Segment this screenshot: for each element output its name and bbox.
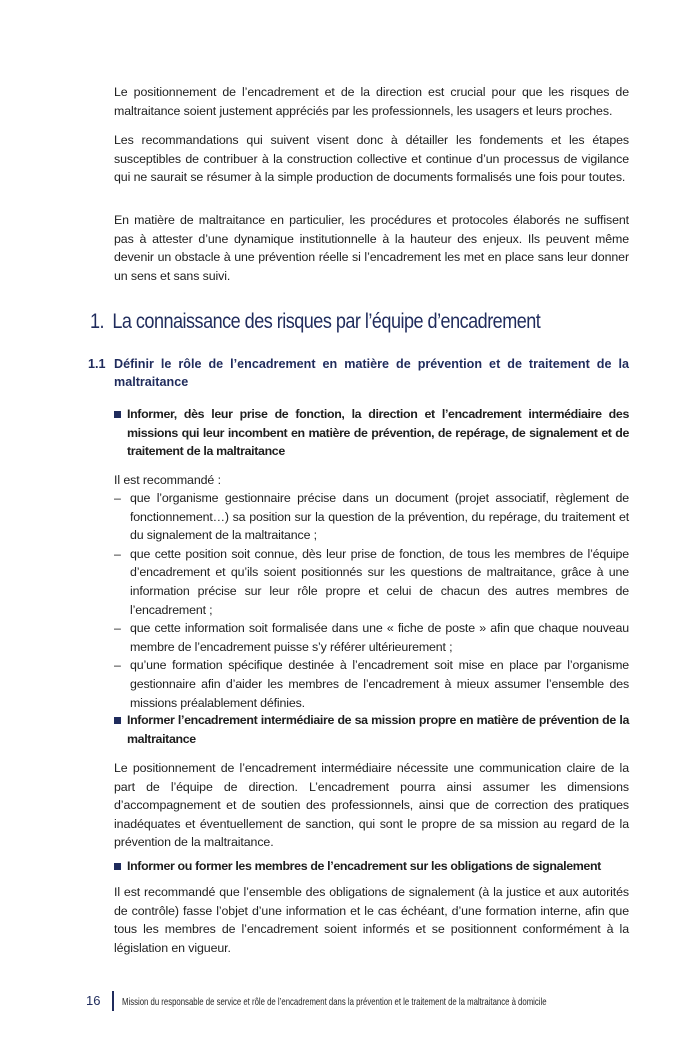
- list-item-text: que l’organisme gestionnaire précise dans un document (projet associatif, règlement de fonctionnement…) sa position sur la question de la prévention, du repérage, du traitement et du signalement de la maltraitance ;: [130, 491, 629, 543]
- list-item: [114, 545, 629, 619]
- list-item-text: que cette position soit connue, dès leur prise de fonction, de tous les membres de l’équipe d’encadrement et qu’ils soient positionnés sur les questions de maltraitance, grâce à une information précise sur leur rôle propre et celui de chacun des autres membres de l’encadrement ;: [130, 546, 629, 617]
- intro-paragraph-2: [114, 131, 629, 187]
- block-heading-text: Informer, dès leur prise de fonction, la direction et l’encadrement intermédiaire des missions qui leur incombent en matière de prévention, de repérage, de signalement et de traitement de la maltraitance: [127, 407, 629, 459]
- block-heading-1: [114, 405, 629, 461]
- footer-running-title: Mission du responsable de service et rôle de l’encadrement dans la prévention et le traitement de la maltraitance à domicile: [122, 996, 547, 1008]
- square-bullet-icon: [114, 717, 121, 724]
- recommendation-intro: [114, 471, 629, 490]
- block-heading-text: Informer ou former les membres de l’encadrement sur les obligations de signalement: [127, 859, 601, 873]
- block-2-text: Le positionnement de l’encadrement intermédiaire nécessite une communication claire de la part de l’équipe de direction. L’encadrement pourra ainsi assumer les dimensions d’accompagnement et de soutien des professionnels, ainsi que de correction des pratiques inadéquates et éventuellement de sanction, qui sont le propre de sa mission au regard de la prévention de la maltraitance.: [114, 761, 629, 850]
- list-item: [114, 619, 629, 656]
- subsection-number: 1.1: [88, 357, 106, 371]
- page-number: 16: [86, 993, 101, 1008]
- block-3-paragraph: [114, 883, 629, 957]
- list-item-text: que cette information soit formalisée dans une « fiche de poste » afin que chaque nouveau membre de l’encadrement puisse s’y référer ultérieurement ;: [130, 621, 629, 654]
- recommendation-intro-text: Il est recommandé :: [114, 473, 221, 487]
- block-heading-3: [114, 857, 629, 876]
- intro-paragraph-3: [114, 211, 629, 285]
- list-item-text: qu’une formation spécifique destinée à l’encadrement soit mise en place par l’organisme gestionnaire afin d’aider les membres de l’encadrement à mieux assumer l’ensemble des missions préalablement définies.: [130, 658, 629, 710]
- intro-text-2: Les recommandations qui suivent visent donc à détailler les fondements et les étapes susceptibles de contribuer à la construction collective et continue d’un processus de vigilance qui ne saurait se résumer à la simple production de documents formalisés une fois pour toutes.: [114, 133, 629, 185]
- subsection-title: Définir le rôle de l’encadrement en matière de prévention et de traitement de la maltraitance: [114, 357, 629, 389]
- dash-icon: –: [114, 658, 121, 673]
- intro-text-3: En matière de maltraitance en particulier, les procédures et protocoles élaborés ne suffisent pas à attester d’une dynamique institutionnelle à la hauteur des enjeux. Ils peuvent même devenir un obstacle à une prévention réelle si l’encadrement les met en place sans leur donner un sens et sans suivi.: [114, 213, 629, 283]
- dash-icon: –: [114, 621, 121, 636]
- block-heading-2: [114, 711, 629, 748]
- block-heading-text: Informer l’encadrement intermédiaire de sa mission propre en matière de prévention de la maltraitance: [127, 713, 629, 746]
- section-heading-1: [90, 310, 572, 334]
- list-item: [114, 489, 629, 545]
- list-item: [114, 656, 629, 712]
- section-title: La connaissance des risques par l’équipe d’encadrement: [112, 310, 541, 333]
- block-3-text: Il est recommandé que l’ensemble des obligations de signalement (à la justice et aux autorités de contrôle) fasse l’objet d’une information et le cas échéant, d’une formation interne, afin que tous les membres de l’encadrement soient informés et se positionnent conformément à la législation en vigueur.: [114, 885, 629, 955]
- section-number: 1.: [90, 310, 105, 333]
- block-2-paragraph: [114, 759, 629, 852]
- intro-text-1: Le positionnement de l’encadrement et de la direction est crucial pour que les risques de maltraitance soient justement appréciés par les professionnels, les usagers et leurs proches.: [114, 85, 629, 118]
- recommendation-list: [114, 489, 629, 712]
- square-bullet-icon: [114, 411, 121, 418]
- footer-divider: [112, 991, 114, 1011]
- dash-icon: –: [114, 546, 121, 561]
- intro-paragraph-1: [114, 83, 629, 120]
- page-footer: [0, 990, 693, 1014]
- square-bullet-icon: [114, 863, 121, 870]
- dash-list: [114, 489, 629, 712]
- dash-icon: –: [114, 491, 121, 505]
